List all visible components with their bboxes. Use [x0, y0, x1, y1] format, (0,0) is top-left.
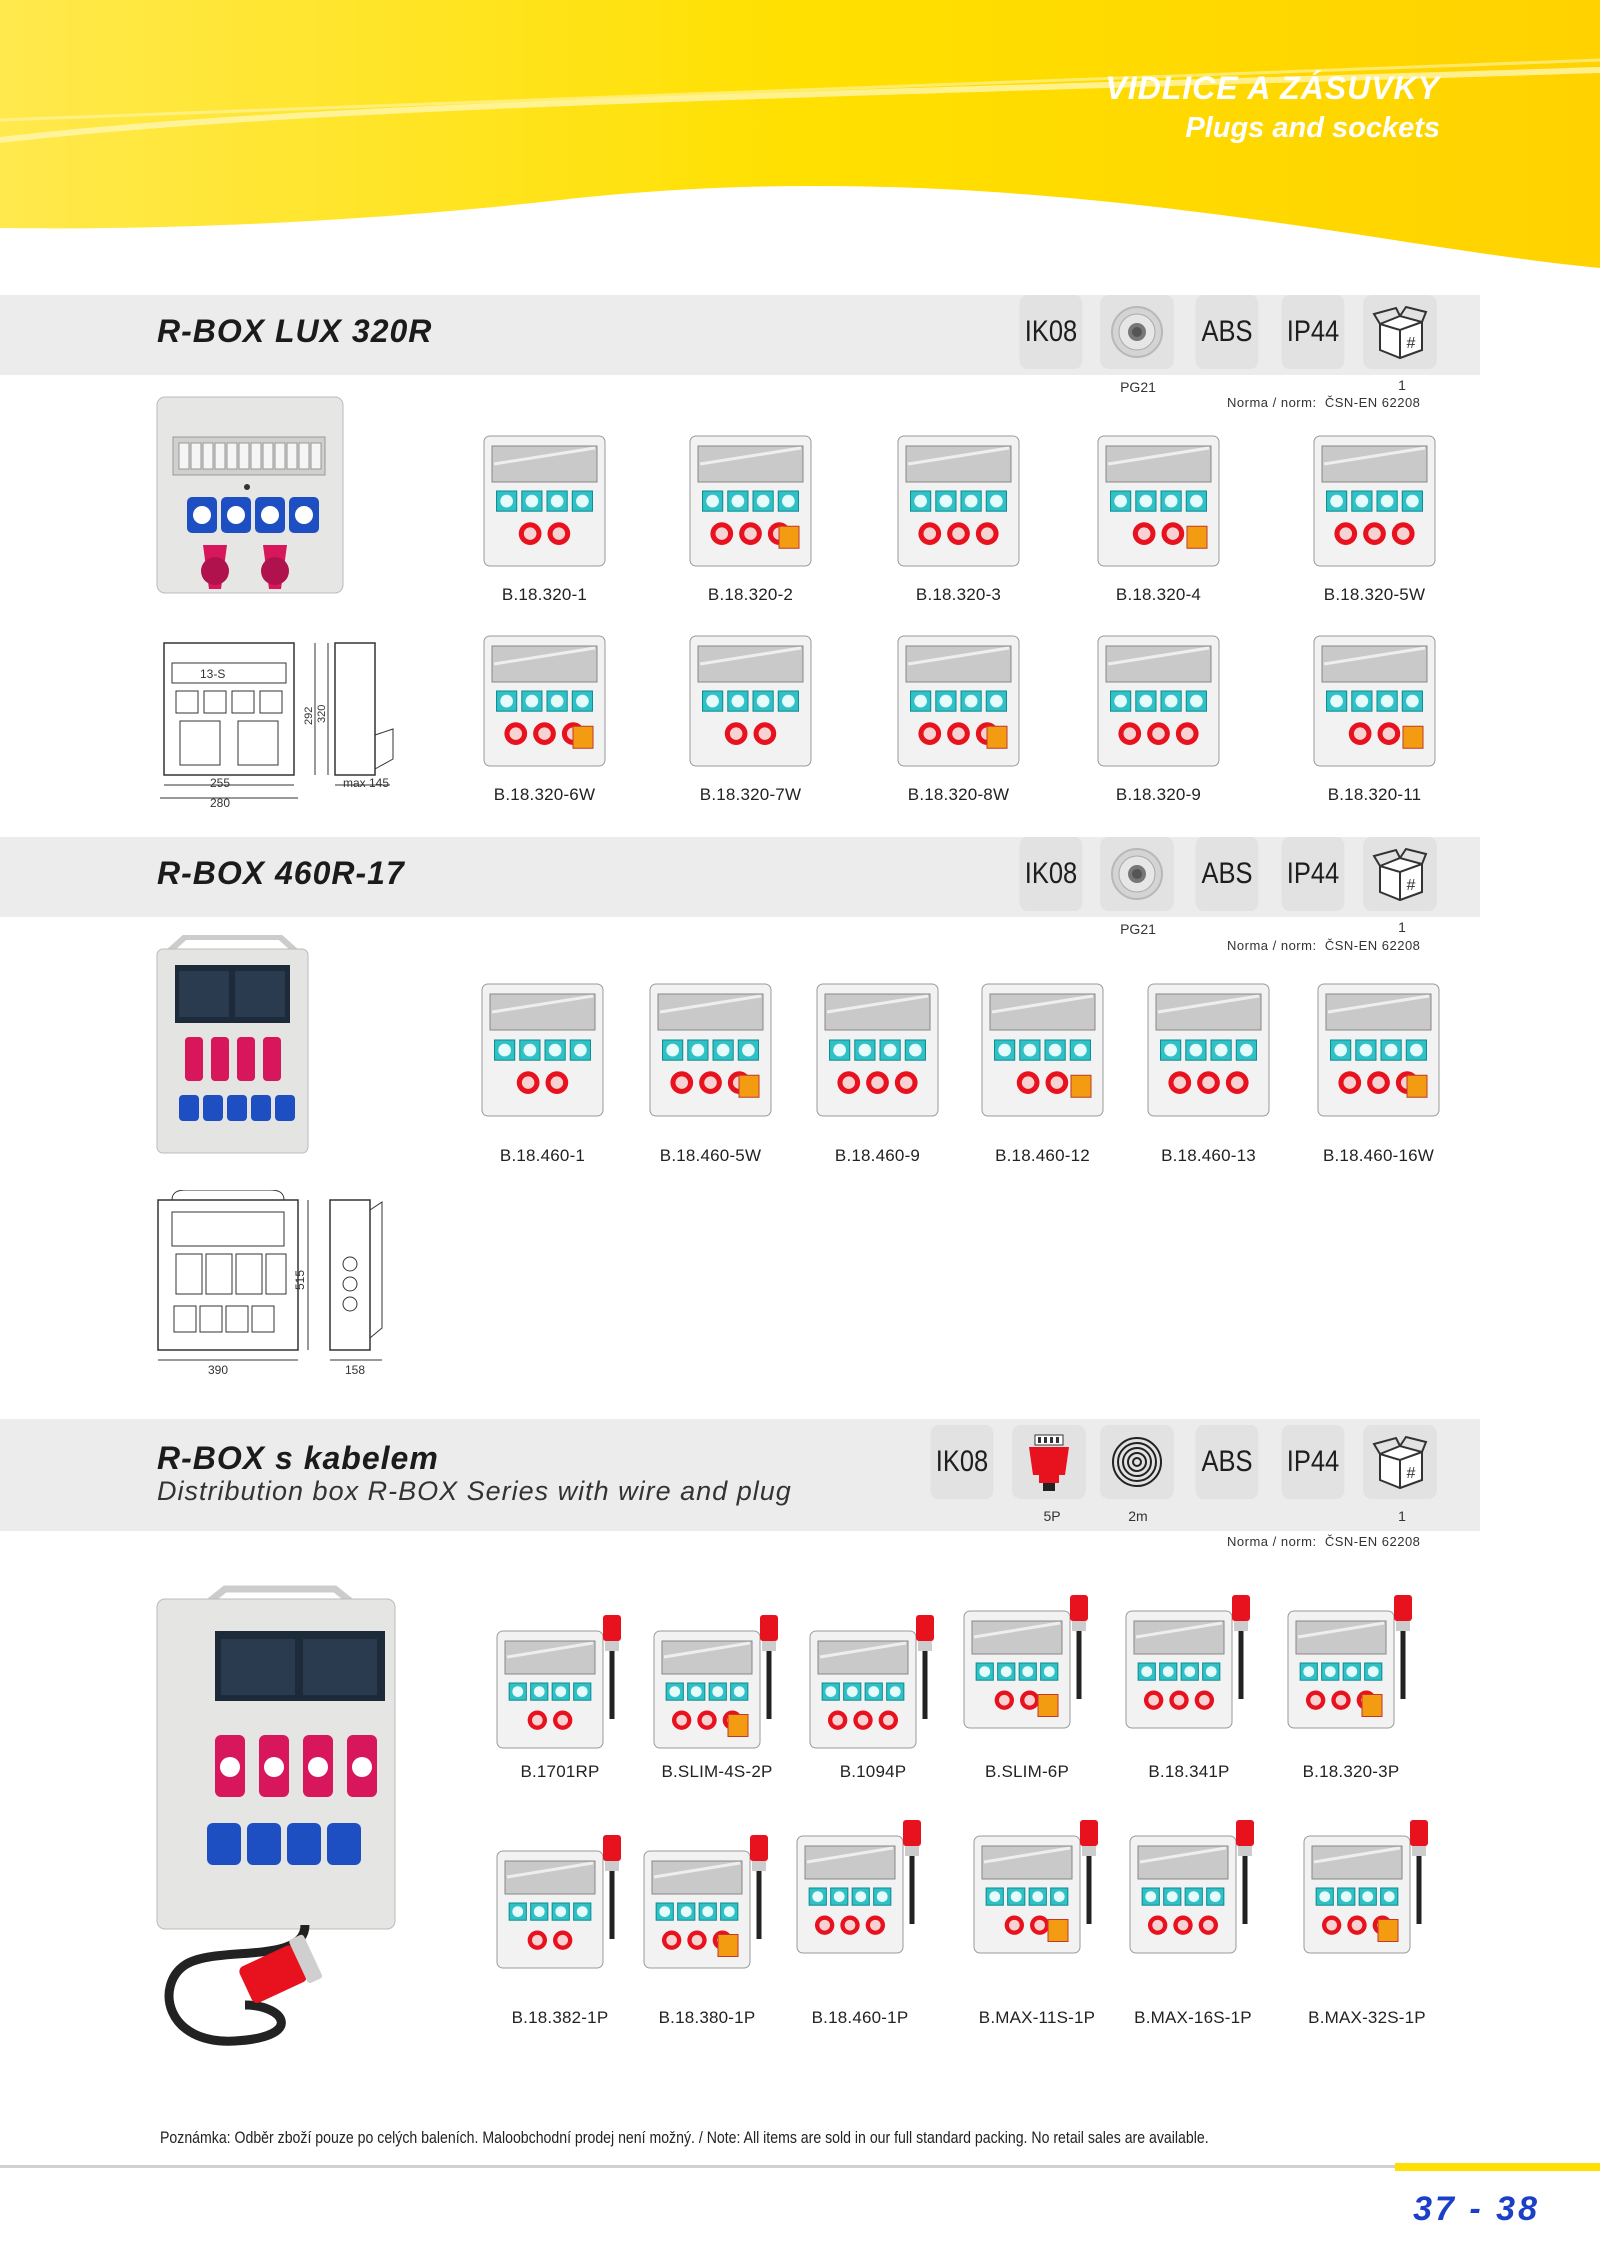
- product-code: B.18.460-9: [834, 1146, 921, 1165]
- plug-caption: 5P: [1043, 1508, 1061, 1524]
- product-code: B.18.460-12: [995, 1146, 1090, 1165]
- norma-label: [1227, 938, 1420, 953]
- product-code: B.18.320-3P: [1302, 1762, 1400, 1781]
- section-title: R-BOX LUX 320R: [157, 313, 433, 349]
- product-code: B.18.320-3: [915, 585, 1002, 604]
- product-code: B.18.460-13: [1161, 1146, 1256, 1165]
- svg-text:13-S: 13-S: [200, 667, 226, 681]
- product-image: [1128, 1830, 1238, 1960]
- product-image: [648, 978, 773, 1123]
- ip44-badge: IP44: [1282, 295, 1345, 369]
- product-image: [1124, 1605, 1234, 1735]
- product-code: B.18.460-1: [499, 1146, 586, 1165]
- dim-255: 255: [210, 776, 231, 790]
- dim-515: 515: [293, 1269, 307, 1290]
- product-image: [1312, 630, 1437, 773]
- norma-label-text: Norma / norm:: [1227, 1534, 1317, 1549]
- product-image: [1096, 630, 1221, 773]
- product-image: [1096, 430, 1221, 573]
- svg-text:#: #: [1406, 1465, 1416, 1482]
- rbox-320-dimension-drawing: [150, 635, 400, 810]
- dim-292: 292: [303, 706, 315, 725]
- product-code: B.18.460-5W: [659, 1146, 762, 1165]
- product-image: [1146, 978, 1271, 1123]
- product-code: B.18.320-5W: [1323, 585, 1426, 604]
- abs-badge: ABS: [1196, 1425, 1259, 1499]
- norma-label-text: Norma / norm:: [1227, 938, 1317, 953]
- rbox-460-dimension-drawing: [150, 1190, 400, 1380]
- pack-caption: 1: [1398, 919, 1406, 935]
- dim-280: 280: [210, 796, 231, 810]
- abs-badge: ABS: [1196, 295, 1259, 369]
- product-image: [1286, 1605, 1396, 1735]
- header-subtitle: Plugs and sockets: [1185, 112, 1440, 144]
- section-title: R-BOX s kabelem: [157, 1440, 439, 1476]
- header-title-block: [1105, 72, 1440, 143]
- product-image: [495, 1625, 605, 1755]
- norma-label: [1227, 395, 1420, 410]
- dim-320: 320: [316, 704, 328, 723]
- product-code: B.18.382-1P: [511, 2008, 609, 2027]
- ik08-badge: IK08: [1020, 295, 1083, 369]
- gland-caption: PG21: [1120, 379, 1156, 395]
- package-icon: [1363, 837, 1437, 911]
- dim-max145: max 145: [343, 776, 390, 790]
- rbox-460r-17-photo: [155, 935, 310, 1155]
- package-icon: [1363, 1425, 1437, 1499]
- product-code: B.18.460-16W: [1322, 1146, 1435, 1165]
- svg-text:#: #: [1406, 877, 1416, 894]
- ip44-badge: IP44: [1282, 837, 1345, 911]
- ik08-badge: IK08: [1020, 837, 1083, 911]
- footer-divider: [0, 2165, 1530, 2168]
- product-code: B.18.320-8W: [907, 785, 1010, 804]
- product-image: [688, 630, 813, 773]
- svg-text:#: #: [1406, 335, 1416, 352]
- section-subtitle: Distribution box R-BOX Series with wire and plug: [157, 1476, 792, 1506]
- product-image: [1312, 430, 1437, 573]
- product-code: B.18.320-6W: [493, 785, 596, 804]
- product-code: B.18.320-1: [501, 585, 588, 604]
- product-code: B.18.320-11: [1327, 785, 1422, 804]
- norma-value: ČSN-EN 62208: [1324, 395, 1421, 410]
- page-numbers: 37 - 38: [1413, 2190, 1540, 2228]
- product-image: [896, 430, 1021, 573]
- product-image: [1302, 1830, 1412, 1960]
- product-code: B.18.320-9: [1115, 785, 1202, 804]
- product-code: B.18.320-2: [707, 585, 794, 604]
- product-image: [688, 430, 813, 573]
- product-code: B.MAX-32S-1P: [1308, 2008, 1426, 2027]
- product-image: [808, 1625, 918, 1755]
- footer-note: Poznámka: Odběr zboží pouze po celých baleních. Maloobchodní prodej není možný. / Note: All items are sold in our full standard packing. No retail sales are available.: [160, 2128, 1209, 2147]
- norma-value: ČSN-EN 62208: [1324, 1534, 1421, 1549]
- cable-caption: 2m: [1128, 1508, 1148, 1524]
- rbox-lux-320r-photo: [155, 395, 345, 595]
- header-title: VIDLICE A ZÁSUVKY: [1105, 70, 1440, 106]
- pack-caption: 1: [1398, 377, 1406, 393]
- abs-badge: ABS: [1196, 837, 1259, 911]
- section-title: R-BOX 460R-17: [157, 855, 405, 891]
- product-code: B.1701RP: [520, 1762, 600, 1781]
- norma-value: ČSN-EN 62208: [1324, 938, 1421, 953]
- product-code: B.18.380-1P: [658, 2008, 756, 2027]
- product-image: [896, 630, 1021, 773]
- product-image: [980, 978, 1105, 1123]
- product-image: [972, 1830, 1082, 1960]
- product-image: [482, 430, 607, 573]
- product-image: [495, 1845, 605, 1975]
- product-image: [1316, 978, 1441, 1123]
- norma-label: [1227, 1534, 1420, 1549]
- product-code: B.18.320-4: [1115, 585, 1202, 604]
- product-image: [642, 1845, 752, 1975]
- pg21-gland-icon: [1100, 837, 1174, 911]
- cable-coil-icon: [1100, 1425, 1174, 1499]
- package-icon: [1363, 295, 1437, 369]
- product-code: B.1094P: [839, 1762, 907, 1781]
- gland-caption: PG21: [1120, 921, 1156, 937]
- dim-158: 158: [345, 1363, 366, 1377]
- product-code: B.18.341P: [1148, 1762, 1230, 1781]
- product-image: [962, 1605, 1072, 1735]
- ik08-badge: IK08: [931, 1425, 994, 1499]
- product-image: [480, 978, 605, 1123]
- norma-label-text: Norma / norm:: [1227, 395, 1317, 410]
- rbox-with-cable-photo: [155, 1585, 400, 2055]
- footer-yellow-accent: [1395, 2163, 1600, 2171]
- product-code: B.MAX-11S-1P: [978, 2008, 1096, 2027]
- product-image: [652, 1625, 762, 1755]
- pg21-gland-icon: [1100, 295, 1174, 369]
- dim-390: 390: [208, 1363, 229, 1377]
- pack-caption: 1: [1398, 1508, 1406, 1524]
- plug-5p-icon: [1012, 1425, 1086, 1499]
- product-code: B.MAX-16S-1P: [1134, 2008, 1252, 2027]
- product-code: B.SLIM-6P: [985, 1762, 1069, 1781]
- product-image: [795, 1830, 905, 1960]
- header-yellow-wave: [0, 0, 1600, 300]
- product-image: [482, 630, 607, 773]
- product-code: B.18.460-1P: [811, 2008, 909, 2027]
- ip44-badge: IP44: [1282, 1425, 1345, 1499]
- product-code: B.SLIM-4S-2P: [661, 1762, 773, 1781]
- product-code: B.18.320-7W: [699, 785, 802, 804]
- product-image: [815, 978, 940, 1123]
